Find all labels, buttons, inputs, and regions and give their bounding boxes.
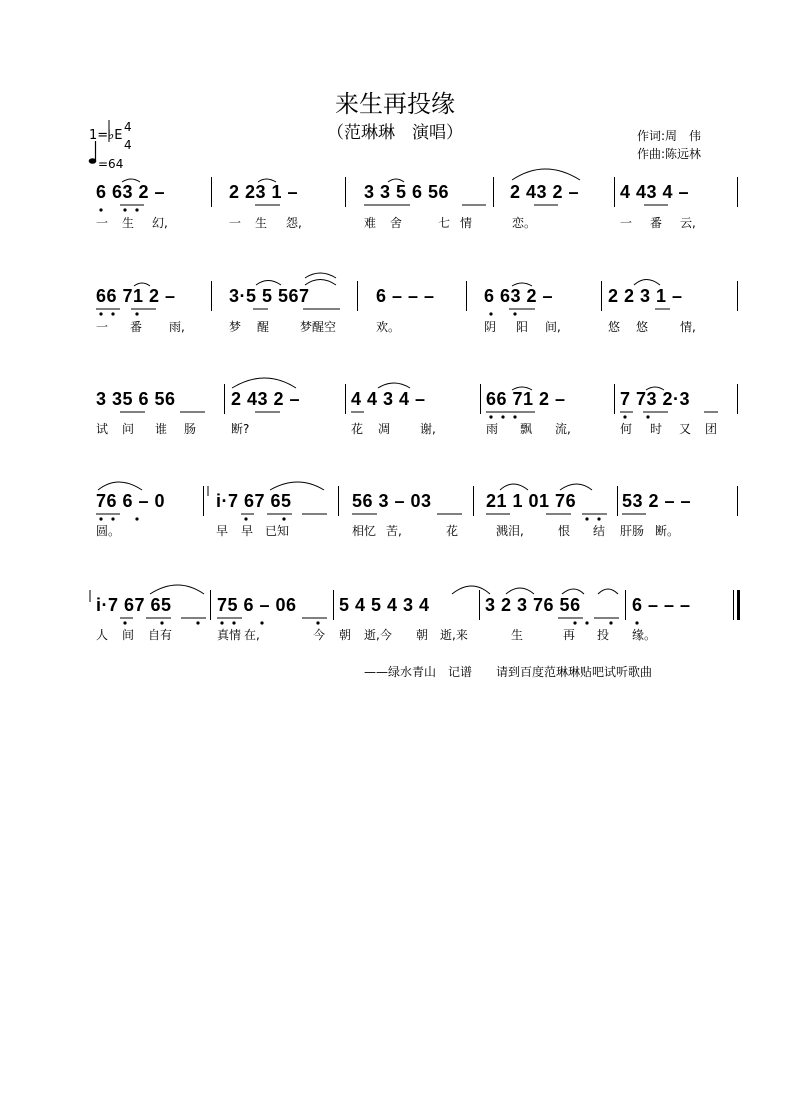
lyric-syllable: 难 bbox=[364, 216, 377, 230]
measure-r4-m3: 56 3 – 03 bbox=[352, 491, 432, 511]
lyric-syllable: 真情 bbox=[217, 628, 242, 642]
lyric-syllable: 情, bbox=[680, 320, 696, 334]
lyric-syllable: 阳 bbox=[516, 320, 529, 334]
lyric-syllable: 朝 bbox=[339, 628, 352, 642]
lyric-syllable: 七 bbox=[438, 216, 451, 230]
lyric-syllable: 生 bbox=[511, 628, 524, 642]
lyric-syllable: 生 bbox=[255, 216, 268, 230]
lyric-syllable: 恨 bbox=[558, 524, 571, 538]
performer-subtitle: （范琳琳 演唱） bbox=[327, 123, 463, 143]
lyric-syllable: 再 bbox=[563, 628, 576, 642]
measure-r5-m5: 6 – – – bbox=[632, 595, 691, 615]
measure-r2-m5: 2 2 3 1 – bbox=[608, 286, 683, 306]
lyric-syllable: 已知 bbox=[265, 524, 290, 538]
measure-r1-m5: 4 43 4 – bbox=[620, 182, 690, 202]
lyric-syllable: 花 bbox=[351, 422, 364, 436]
lyric-syllable: 悠 bbox=[608, 320, 621, 334]
lyric-syllable: 怨, bbox=[286, 216, 302, 230]
lyric-syllable: 一 bbox=[229, 216, 242, 230]
lyric-syllable: 欢。 bbox=[376, 320, 401, 334]
measure-r1-m2: 2 23 1 – bbox=[229, 182, 299, 202]
lyric-syllable: 花 bbox=[446, 524, 459, 538]
measure-r3-m2: 2 43 2 – bbox=[231, 389, 301, 409]
measure-r3-m5: 7 73 2·3 bbox=[620, 389, 691, 409]
measure-r2-m3: 6 – – – bbox=[376, 286, 435, 306]
lyric-syllable: 情 bbox=[460, 216, 473, 230]
measure-r3-m1: 3 35 6 56 bbox=[96, 389, 176, 409]
measure-r5-m3: 5 4 5 4 3 4 bbox=[339, 595, 430, 615]
lyric-syllable: 阴 bbox=[484, 320, 497, 334]
measure-r5-m1: i·7 67 65 bbox=[96, 595, 172, 615]
lyric-syllable: 间 bbox=[122, 628, 135, 642]
lyric-syllable: 早 bbox=[241, 524, 254, 538]
measure-r5-m4: 3 2 3 76 56 bbox=[485, 595, 581, 615]
measure-r2-m1: 66 71 2 – bbox=[96, 286, 176, 306]
lyric-syllable: 人 bbox=[96, 628, 109, 642]
lyric-syllable: 断。 bbox=[655, 524, 680, 538]
lyric-syllable: 番 bbox=[650, 216, 663, 230]
lyric-syllable: 试 bbox=[96, 422, 109, 436]
lyric-syllable: 醒 bbox=[257, 320, 270, 334]
measure-r4-m4: 21 1 01 76 bbox=[486, 491, 577, 511]
measure-r4-m5: 53 2 – – bbox=[622, 491, 692, 511]
lyric-syllable: 又 bbox=[679, 422, 692, 436]
measure-r1-m3: 3 3 5 6 56 bbox=[364, 182, 450, 202]
lyric-syllable: 梦 bbox=[229, 320, 242, 334]
lyric-syllable: 幻, bbox=[152, 216, 168, 230]
lyric-syllable: 断? bbox=[231, 422, 250, 436]
lyric-syllable: 生 bbox=[122, 216, 135, 230]
measure-r1-m1: 6 63 2 – bbox=[96, 182, 166, 202]
lyric-syllable: 在, bbox=[244, 628, 260, 642]
measure-r1-m4: 2 43 2 – bbox=[510, 182, 580, 202]
lyric-syllable: 谢, bbox=[420, 422, 436, 436]
lyric-syllable: 梦醒空 bbox=[300, 320, 337, 334]
lyric-syllable: 团 bbox=[705, 422, 718, 436]
lyric-syllable: 逝,来 bbox=[440, 628, 468, 642]
lyric-syllable: 逝,今 bbox=[364, 628, 392, 642]
lyric-syllable: 溅泪, bbox=[496, 524, 524, 538]
lyric-syllable: 时 bbox=[650, 422, 663, 436]
lyric-syllable: 肝肠 bbox=[620, 524, 645, 538]
lyric-syllable: 番 bbox=[130, 320, 143, 334]
lyric-syllable: 自有 bbox=[148, 628, 173, 642]
lyric-syllable: 雨 bbox=[486, 422, 499, 436]
lyric-syllable: 今 bbox=[313, 628, 326, 642]
tempo-mark: =64 bbox=[98, 157, 124, 171]
measure-r2-m4: 6 63 2 – bbox=[484, 286, 554, 306]
lyric-syllable: 谁 bbox=[155, 422, 168, 436]
lyric-syllable: 何 bbox=[620, 422, 633, 436]
lyric-syllable: 相忆 bbox=[352, 524, 377, 538]
lyric-syllable: 云, bbox=[680, 216, 696, 230]
lyric-syllable: 结 bbox=[593, 524, 606, 538]
time-sig-top: 4 bbox=[124, 120, 132, 134]
lyric-syllable: 圆。 bbox=[96, 524, 121, 538]
lyric-syllable: 一 bbox=[620, 216, 633, 230]
transcriber-footer: ——绿水青山 记谱 请到百度范琳琳贴吧试听歌曲 bbox=[364, 665, 653, 679]
lyric-syllable: 苦, bbox=[386, 524, 402, 538]
lyric-syllable: 凋 bbox=[378, 422, 391, 436]
lyric-syllable: 流, bbox=[555, 422, 571, 436]
lyric-syllable: 早 bbox=[216, 524, 229, 538]
lyric-syllable: 飘 bbox=[520, 422, 533, 436]
lyric-syllable: 一 bbox=[96, 216, 109, 230]
measure-r4-m2: i·7 67 65 bbox=[216, 491, 292, 511]
lyric-syllable: 问 bbox=[122, 422, 135, 436]
lyric-syllable: 朝 bbox=[416, 628, 429, 642]
lyric-syllable: 肠 bbox=[184, 422, 197, 436]
lyric-syllable: 缘。 bbox=[632, 628, 657, 642]
lyric-syllable: 舍 bbox=[390, 216, 403, 230]
lyric-syllable: 雨, bbox=[169, 320, 185, 334]
song-title: 来生再投缘 bbox=[335, 90, 455, 118]
measure-r4-m1: 76 6 – 0 bbox=[96, 491, 166, 511]
measure-r3-m4: 66 71 2 – bbox=[486, 389, 566, 409]
lyric-syllable: 悠 bbox=[636, 320, 649, 334]
composer-credit: 作曲:陈远林 bbox=[637, 147, 702, 161]
lyric-syllable: 投 bbox=[597, 628, 610, 642]
lyric-syllable: 一 bbox=[96, 320, 109, 334]
measure-r5-m2: 75 6 – 06 bbox=[217, 595, 297, 615]
lyric-syllable: 间, bbox=[545, 320, 561, 334]
lyric-syllable: 恋。 bbox=[512, 216, 537, 230]
measure-r3-m3: 4 4 3 4 – bbox=[351, 389, 426, 409]
measure-r2-m2: 3·5 5 567 bbox=[229, 286, 310, 306]
key-signature: 1=♭E bbox=[89, 128, 123, 143]
time-sig-bottom: 4 bbox=[124, 138, 132, 152]
lyricist-credit: 作词:周 伟 bbox=[637, 129, 702, 143]
